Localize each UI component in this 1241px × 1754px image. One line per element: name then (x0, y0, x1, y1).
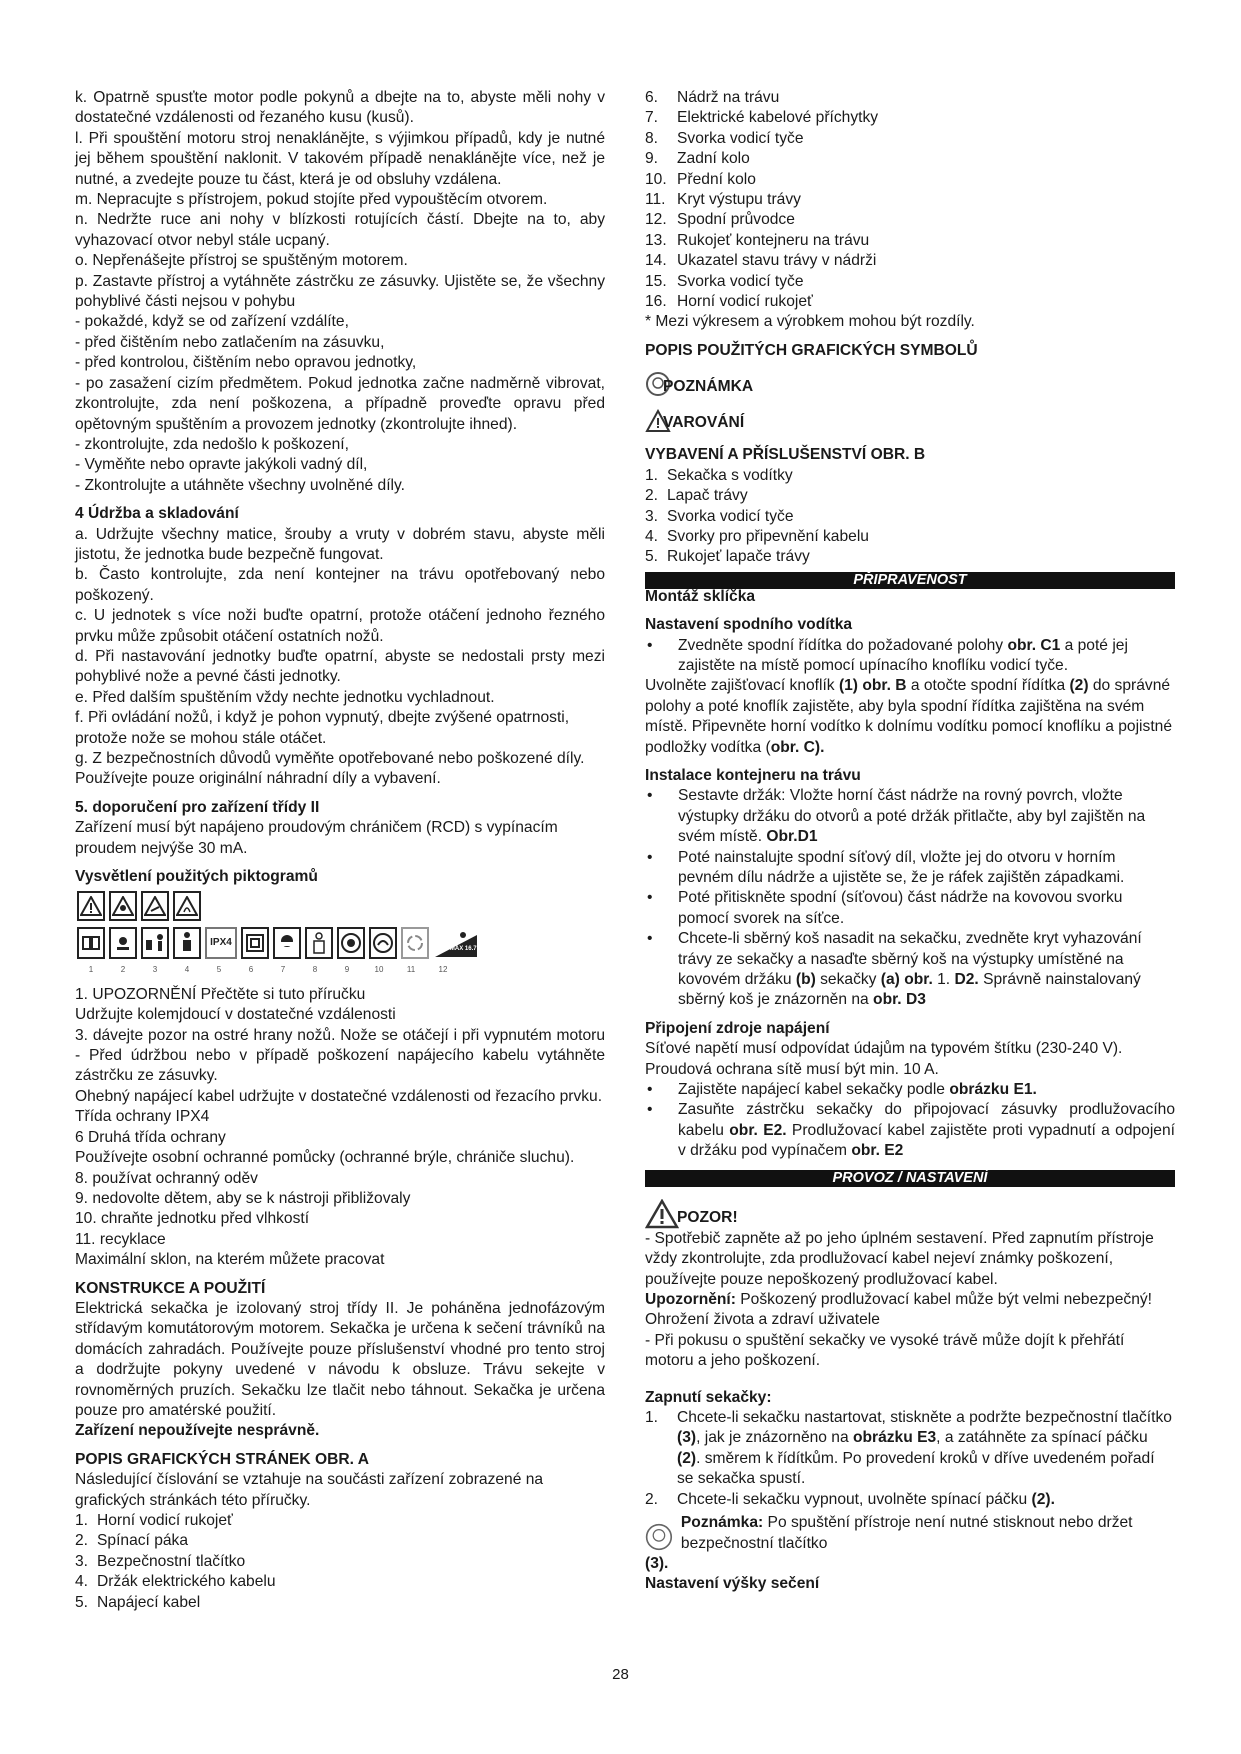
dash-item: - zkontrolujte, zda nedošlo k poškození, (75, 435, 349, 453)
list-item: 7. Elektrické kabelové příchytky (645, 109, 879, 127)
dash-item: - pokaždé, když se od zařízení vzdálíte, (75, 313, 349, 331)
list-item: 2. Spínací páka (75, 1532, 189, 1550)
paragraph: o. Nepřenášejte přístroj se spuštěným motorem. (75, 252, 408, 270)
section-heading: Vysvětlení použitých piktogramů (75, 868, 318, 886)
parts-list (75, 1511, 605, 1613)
paragraph: 10. chraňte jednotku před vlhkostí (75, 1210, 310, 1228)
paragraph: - Spotřebič zapněte až po jeho úplném sestavení. Před zapnutím přístroje vždy zkontrolujte, zda prodlužovací kabel nejeví známky poškození, používejte pouze nepoškozený prodlužovací kabel. (645, 1229, 1154, 1288)
list-item: • Sestavte držák: Vložte horní část nádrže na rovný povrch, vložte výstupky držáku do otvorů a poté držák přitlačte, aby byl zajištěn na svém místě. Obr.D1 (645, 786, 1175, 847)
pictogram-number: 11 (406, 965, 416, 975)
note-text: Poznámka: Po spuštění přístroje není nutné stisknout nebo držet bezpečnostní tlačítko (680, 1514, 1133, 1552)
dash-item: - před kontrolou, čištěním nebo opravou jednotky, (75, 354, 417, 372)
max-slope-label: MAX 16.7° (449, 946, 479, 953)
dash-item: - Zkontrolujte a utáhněte všechny uvolněné díly. (75, 476, 405, 494)
pictogram-number: 8 (312, 965, 318, 975)
manual-icon (77, 927, 105, 959)
pictogram-number: 9 (344, 965, 350, 975)
no-rain-icon (369, 927, 397, 959)
pictogram-numbers (75, 960, 605, 980)
paragraph: Uvolněte zajišťovací knoflík (1) obr. B a otočte spodní řídítka (2) do správné polohy a poté knoflík zajistěte, aby byla spodní řídítka zajištěna na svém místě. Připevněte horní vodítko k dolnímu vodítku pomocí knoflíku a pojistné podložky vodítka (obr. C). (645, 677, 1172, 756)
paragraph: * Mezi výkresem a výrobkem mohou být rozdíly. (645, 313, 975, 331)
dash-item: - po zasažení cizím předmětem. Pokud jednotka začne nadměrně vibrovat, zkontrolujte, zda není poškozena, a případně proveďte opravu před opětovným spuštěním a provozem jednotky (zkontrolujte ihned). (75, 374, 605, 433)
right-column (645, 88, 1175, 1595)
list-item: 15. Svorka vodicí tyče (645, 272, 804, 290)
note-row (645, 1514, 1175, 1554)
bystander-icon (141, 927, 169, 959)
paragraph: (3). (645, 1554, 669, 1572)
paragraph: p. Zastavte přístroj a vytáhněte zástrčku ze zásuvky. Ujistěte se, že všechny pohyblivé části nejsou v pohybu (75, 272, 605, 311)
list-item: 4. Držák elektrického kabelu (75, 1573, 276, 1591)
bullet-list (645, 1080, 1175, 1162)
list-item: 1. Horní vodicí rukojeť (75, 1512, 233, 1529)
section-heading: Instalace kontejneru na trávu (645, 766, 861, 784)
paragraph: Zařízení nepoužívejte nesprávně. (75, 1422, 320, 1440)
list-item: 9. Zadní kolo (645, 150, 750, 168)
pictogram-number: 2 (120, 965, 126, 975)
paragraph: Třída ochrany IPX4 (75, 1108, 210, 1126)
section-bar: PROVOZ / NASTAVENÍ (645, 1170, 1175, 1187)
paragraph: b. Často kontrolujte, zda není kontejner na trávu opotřebovaný nebo poškozený. (75, 566, 605, 604)
paragraph: Udržujte kolemjdoucí v dostatečné vzdálenosti (75, 1006, 396, 1024)
pictogram-number: 4 (184, 965, 190, 975)
list-item: 10. Přední kolo (645, 170, 756, 188)
left-column (75, 88, 605, 1613)
section-bar: PŘIPRAVENOST (645, 572, 1175, 589)
paragraph: - Při pokusu o spuštění sekačky ve vysoké trávě může dojít k přehřátí motoru a jeho poškození. (645, 1331, 1125, 1370)
paragraph: a. Udržujte všechny matice, šrouby a vruty v dobrém stavu, abyste měli jistotu, že jednotka bude bezpečně fungovat. (75, 525, 605, 563)
paragraph: Zařízení musí být napájeno proudovým chráničem (RCD) s vypínacím proudem nejvýše 30 mA. (75, 819, 558, 857)
paragraph: m. Nepracujte s přístrojem, pokud stojíte před vypouštěcím otvorem. (75, 191, 548, 209)
list-item: 3. Bezpečnostní tlačítko (75, 1552, 246, 1570)
pictogram-number: 5 (216, 965, 222, 975)
paragraph: c. U jednotek s více noži buďte opatrní, protože otáčení jednoho řezného prvku může způsobit otáčení ostatních nožů. (75, 607, 605, 645)
paragraph: 3. dávejte pozor na ostré hrany nožů. Nože se otáčejí i při vypnutém motoru - Před údržbou nebo v případě poškození napájecího kabelu vytáhněte zástrčku ze zásuvky. (75, 1026, 605, 1085)
caution-row (645, 1197, 1175, 1229)
paragraph: Maximální sklon, na kterém můžete pracovat (75, 1251, 385, 1269)
list-item: • Zasuňte zástrčku sekačky do připojovací zásuvky prodlužovacího kabelu obr. E2. Prodlužovací kabel zajistěte proti vypadnutí a odpojení v držáku pod vypínačem obr. E2 (645, 1100, 1175, 1161)
section-heading: KONSTRUKCE A POUŽITÍ (75, 1279, 266, 1297)
list-item: 4. Svorky pro připevnění kabelu (645, 527, 869, 545)
warning-blade-icon (141, 891, 169, 921)
list-item: 5. Napájecí kabel (75, 1593, 201, 1611)
section-heading: POPIS GRAFICKÝCH STRÁNEK OBR. A (75, 1450, 369, 1468)
paragraph: 9. nedovolte dětem, aby se k nástroji přibližovaly (75, 1189, 411, 1207)
list-item: 8. Svorka vodicí tyče (645, 129, 804, 147)
list-item: 2. Chcete-li sekačku vypnout, uvolněte spínací páčku (2). (645, 1490, 1055, 1508)
clothing-icon (305, 927, 333, 959)
warning-label: VAROVÁNÍ (663, 413, 745, 431)
paragraph: k. Opatrně spusťte motor podle pokynů a dbejte na to, abyste měli nohy v dostatečné vzdálenosti od řezaného kusu (kusů). (75, 89, 605, 127)
pictogram-panel (75, 891, 605, 980)
paragraph: e. Před dalším spuštěním vždy nechte jednotku vychladnout. (75, 688, 495, 706)
recycle-icon (401, 927, 429, 959)
section-heading: VYBAVENÍ A PŘÍSLUŠENSTVÍ OBR. B (645, 446, 926, 464)
section-heading: Nastavení spodního vodítka (645, 616, 853, 634)
list-item: • Zvedněte spodní řídítka do požadované polohy obr. C1 a poté jej zajistěte na místě pomocí upínacího knoflíku vodicí tyče. (645, 636, 1175, 677)
section-heading: 5. doporučení pro zařízení třídy II (75, 798, 320, 816)
list-item: 16. Horní vodicí rukojeť (645, 293, 813, 311)
list-item: 6. Nádrž na trávu (645, 89, 780, 106)
list-item: 13. Rukojeť kontejneru na trávu (645, 231, 870, 249)
section-heading: Zapnutí sekačky: (645, 1388, 772, 1406)
list-item: 1. Sekačka s vodítky (645, 466, 793, 484)
equipment-list (645, 466, 1175, 568)
pictogram-number: 7 (280, 965, 286, 975)
bullet-list (645, 786, 1175, 1010)
ipx4-label: IPX4 (210, 937, 232, 949)
paragraph: Používejte osobní ochranné pomůcky (ochranné brýle, chrániče sluchu). (75, 1149, 575, 1167)
section-heading: POPIS POUŽITÝCH GRAFICKÝCH SYMBOLŮ (645, 341, 978, 359)
paragraph: Následující číslování se vztahuje na součásti zařízení zobrazené na grafických stránkách této příručky. (75, 1471, 544, 1509)
paragraph: Ohebný napájecí kabel udržujte v dostatečné vzdálenosti od řezacího prvku. (75, 1087, 603, 1105)
section-heading: Montáž sklíčka (645, 587, 756, 605)
paragraph: g. Z bezpečnostních důvodů vyměňte opotřebované nebo poškozené díly. Používejte pouze originální náhradní díly a vybavení. (75, 750, 585, 788)
list-item: • Poté nainstalujte spodní síťový díl, vložte jej do otvoru v horním pevném dílu nádrže a ujistěte se, že je ráfek zajištěn západkami. (645, 848, 1175, 889)
paragraph: 1. UPOZORNĚNÍ Přečtěte si tuto příručku (75, 985, 366, 1003)
list-item: • Poté přitiskněte spodní (síťovou) část nádrže na kovovou svorku pomocí svorek na síťce. (645, 888, 1175, 929)
paragraph: f. Při ovládání nožů, i když je pohon vypnutý, dbejte zvýšené opatrnosti, protože nože se mohou stále otáčet. (75, 709, 570, 747)
note-symbol-row (645, 367, 1175, 397)
section-heading: Nastavení výšky sečení (645, 1575, 820, 1593)
paragraph: Elektrická sekačka je izolovaný stroj třídy II. Je poháněna jednofázovým střídavým komutátorovým motorem. Sekačka je určena k sečení trávníků na domácích zahradách. Používejte pouze příslušenství vhodné pro tento stroj a dodržujte pokyny uvedené v návodu k obsluze. Trávu sekejte v rovnoměrných pruzích. Sekačku lze tlačit nebo táhnout. Sekačka je určena pouze pro amatérské použití. (75, 1299, 605, 1419)
list-item: • Chcete-li sběrný koš nasadit na sekačku, zvedněte kryt vyhazování trávy ze sekačky a nasaďte sběrný koš na výstupky umístěné na kovovém držáku (b) sekačky (a) obr. 1. D2. Správně nainstalovaný sběrný koš je znázorněn na obr. D3 (645, 929, 1175, 1011)
paragraph: Proudová ochrana sítě musí být min. 10 A. (645, 1060, 939, 1078)
mower-person-icon (173, 927, 201, 959)
list-item: • Zajistěte napájecí kabel sekačky podle obrázku E1. (645, 1080, 1175, 1100)
caution-label: POZOR! (677, 1209, 738, 1227)
warning-symbol-row (645, 403, 1175, 433)
cable-cut-icon (109, 927, 137, 959)
dash-item: - Vyměňte nebo opravte jakýkoli vadný díl, (75, 456, 368, 474)
list-item: 5. Rukojeť lapače trávy (645, 548, 810, 566)
pictogram-number: 3 (152, 965, 158, 975)
list-item: 14. Ukazatel stavu trávy v nádrži (645, 252, 877, 270)
paragraph: l. Při spouštění motoru stroj nenaklánějte, s výjimkou případů, kdy je nutné jej během spouštění naklonit. V takovém případě nenaklánějte více, než je nutné, a zvedejte pouze tu část, která je od obsluhy vzdálena. (75, 129, 605, 188)
warning-icon (77, 891, 105, 921)
paragraph: 6 Druhá třída ochrany (75, 1128, 226, 1146)
pictogram-number: 6 (248, 965, 254, 975)
page-number: 28 (612, 1666, 629, 1683)
warning-icon (645, 1199, 679, 1229)
class-ii-icon (241, 927, 269, 959)
warning-cable-icon (173, 891, 201, 921)
section-heading: 4 Údržba a skladování (75, 505, 239, 523)
paragraph: Síťové napětí musí odpovídat údajům na typovém štítku (230-240 V). (645, 1040, 1123, 1058)
paragraph: Upozornění: Poškozený prodlužovací kabel může být velmi nebezpečný! Ohrožení života a zdraví uživatele (645, 1290, 1153, 1329)
paragraph: n. Nedržte ruce ani nohy v blízkosti rotujících částí. Dbejte na to, aby vyhazovací otvor nebyl stále ucpaný. (75, 211, 605, 249)
pictogram-number: 1 (88, 965, 94, 975)
warning-distance-icon (109, 891, 137, 921)
list-item: 1. Chcete-li sekačku nastartovat, stiskněte a podržte bezpečnostní tlačítko (3), jak je znázorněno na obrázku E3, a zatáhněte za spínací páčku (2). směrem k řídítkům. Po provedení kroků v dříve uvedeném pořadí se sekačka spustí. (645, 1408, 1172, 1488)
paragraph: 8. používat ochranný oděv (75, 1169, 258, 1187)
parts-list (645, 88, 1175, 312)
pictogram-number: 12 (438, 965, 448, 975)
list-item: 2. Lapač trávy (645, 487, 748, 505)
pictogram-number: 10 (374, 965, 384, 975)
paragraph: d. Při nastavování jednotky buďte opatrní, abyste se nedostali prsty mezi pohyblivé nože a pevné části jednotky. (75, 647, 605, 686)
paragraph: 11. recyklace (75, 1230, 166, 1248)
max-slope-icon (433, 927, 479, 959)
no-children-icon (337, 927, 365, 959)
list-item: 11. Kryt výstupu trávy (645, 191, 801, 209)
ipx4-icon (205, 927, 237, 959)
list-item: 3. Svorka vodicí tyče (645, 507, 794, 525)
goggles-icon (273, 927, 301, 959)
section-heading: Připojení zdroje napájení (645, 1019, 830, 1037)
list-item: 12. Spodní průvodce (645, 211, 795, 229)
note-label: POZNÁMKA (663, 377, 754, 395)
note-icon (645, 1520, 673, 1554)
bullet-list (645, 636, 1175, 677)
dash-item: - před čištěním nebo zatlačením na zásuvku, (75, 333, 385, 351)
